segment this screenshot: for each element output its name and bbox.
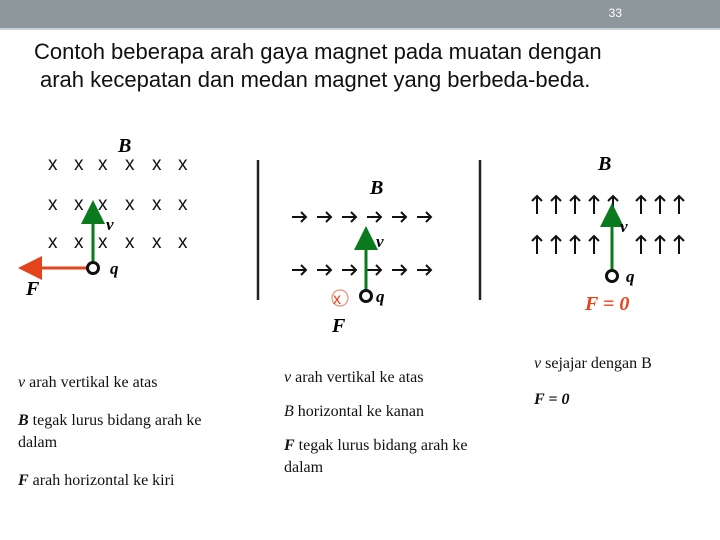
col1-line-F: F arah horizontal ke kiri [18,472,175,489]
panel-2-q-label: q [376,287,385,306]
title-line-1: Contoh beberapa arah gaya magnet pada muatan dengan [34,39,602,64]
col1-line-v: v arah vertikal ke atas [18,374,158,391]
panel-2-B-label: B [370,177,384,199]
panel-3-F-zero-label: F = 0 [585,293,630,315]
page-number: 33 [608,6,622,20]
svg-text:x: x [152,194,162,215]
column-3-description [534,353,714,411]
col3-line-v: v sejajar dengan B [534,355,652,372]
panel-3-charge [607,271,618,282]
svg-text:x: x [152,232,162,253]
svg-text:x: x [178,232,188,253]
panel-3-v-label: v [620,217,628,236]
svg-text:x: x [98,232,108,253]
svg-text:x: x [98,194,108,215]
title-line-2: arah kecepatan dan medan magnet yang berbeda-beda. [40,67,591,92]
col2-line-F: F tegak lurus bidang arah ke dalam [284,437,468,476]
svg-text:x: x [125,154,135,175]
svg-text:x: x [152,154,162,175]
svg-text:x: x [74,232,84,253]
panel-1-q-label: q [110,259,119,278]
panel-1-charge [88,263,99,274]
panel-2-force-into-page: x [333,291,341,308]
panel-1-field-into-page [48,154,188,253]
col2-line-v: v arah vertikal ke atas [284,369,424,386]
panel-3-field-arrows [532,196,684,254]
svg-text:x: x [74,194,84,215]
svg-text:x: x [48,194,58,215]
svg-text:x: x [125,232,135,253]
svg-text:x: x [74,154,84,175]
svg-text:x: x [178,194,188,215]
panel-3-q-label: q [626,267,635,286]
svg-text:x: x [178,154,188,175]
panel-2-F-label: F [332,315,346,337]
column-1-description [18,372,243,492]
svg-text:x: x [98,154,108,175]
panel-3-B-label: B [598,153,612,175]
svg-text:x: x [125,194,135,215]
svg-text:x: x [48,154,58,175]
panel-2-charge [361,291,372,302]
panel-2-v-label: v [376,232,384,251]
col1-line-B: B tegak lurus bidang arah ke dalam [18,412,202,451]
panel-1-B-label: B [118,135,132,157]
column-2-description [284,367,474,479]
panel-2-field-arrows [292,212,431,275]
panel-1-v-label: v [106,215,114,234]
col2-line-B: B horizontal ke kanan [284,403,424,420]
col3-line-F: F = 0 [534,391,570,408]
svg-text:x: x [48,232,58,253]
panel-1-F-label: F [26,278,40,300]
